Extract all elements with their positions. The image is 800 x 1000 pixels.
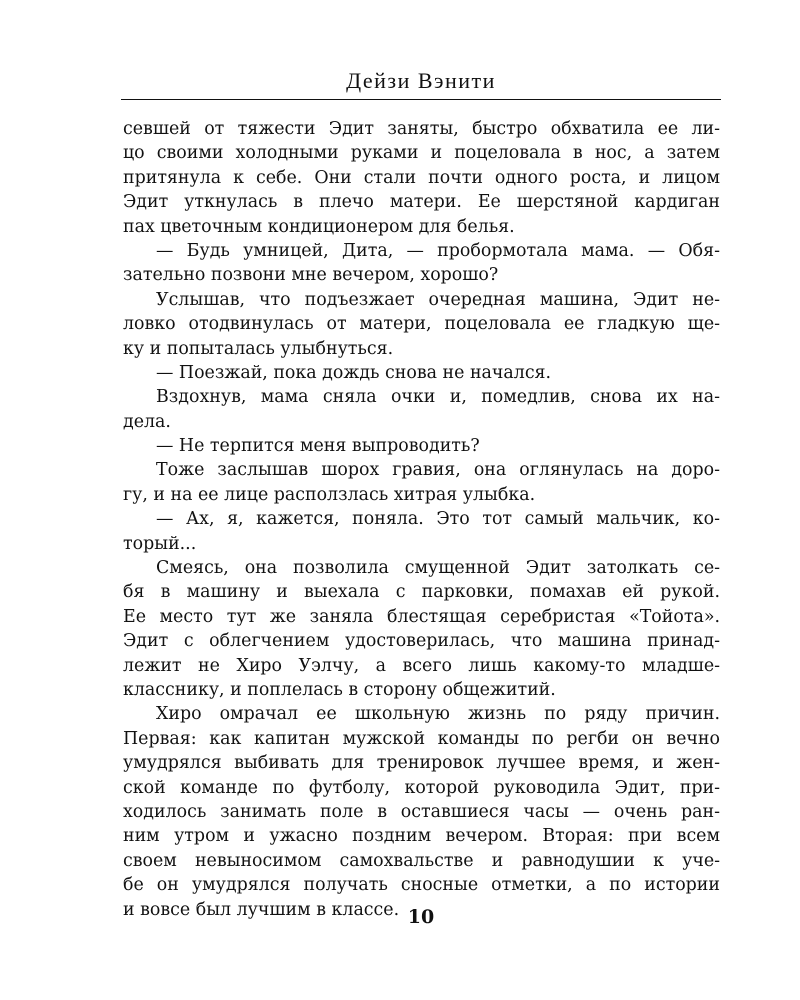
text-line: Первая: как капитан мужской команды по регби он вечно: [123, 728, 720, 749]
text-line: бе он умудрялся получать сносные отметки, а по истории: [123, 875, 720, 896]
text-line: Хиро омрачал ее школьную жизнь по ряду причин.: [156, 704, 720, 725]
text-line: — Поезжай, пока дождь снова не начался.: [156, 362, 552, 383]
text-line: своем невыносимом самохвальстве и равнодушии к уче-: [123, 850, 720, 871]
text-line: класснику, и поплелась в сторону общежитий.: [123, 679, 556, 700]
text-line: — Будь умницей, Дита, — пробормотала мама. — Обя-: [156, 240, 720, 261]
text-line: ходилось занимать поле в оставшиеся часы — очень ран-: [123, 801, 720, 822]
text-line: ку и попыталась улыбнуться.: [123, 338, 394, 359]
text-line: дела.: [123, 411, 171, 432]
header-rule: [121, 99, 721, 100]
running-head: Дейзи Вэнити: [346, 68, 496, 93]
text-line: и вовсе был лучшим в классе.: [123, 899, 400, 920]
text-line: зательно позвони мне вечером, хорошо?: [123, 265, 499, 286]
text-line: — Ах, я, кажется, поняла. Это тот самый мальчик, ко-: [156, 509, 720, 530]
text-line: ним утром и ужасно поздним вечером. Вторая: при всем: [123, 826, 720, 847]
text-line: севшей от тяжести Эдит заняты, быстро обхватила ее ли-: [123, 119, 720, 139]
text-line: лежит не Хиро Уэлчу, а всего лишь какому-то младше-: [123, 655, 720, 676]
text-line: Тоже заслышав шорох гравия, она оглянулась на доро-: [156, 460, 720, 481]
text-line: Смеясь, она позволила смущенной Эдит затолкать се-: [156, 558, 720, 579]
text-line: пах цветочным кондиционером для белья.: [123, 216, 515, 237]
page-number: 10: [407, 906, 435, 928]
text-line: Ее место тут же заняла блестящая серебристая «Тойота».: [123, 606, 720, 627]
body-text: [123, 117, 720, 922]
text-line: гу, и на ее лице расползлась хитрая улыбка.: [123, 484, 536, 505]
text-line: — Не терпится меня выпроводить?: [156, 436, 480, 457]
text-line: притянула к себе. Они стали почти одного роста, и лицом: [123, 167, 720, 188]
text-line: ской команде по футболу, которой руководила Эдит, при-: [123, 777, 720, 798]
text-line: цо своими холодными руками и поцеловала в нос, а затем: [123, 143, 720, 164]
text-line: торый...: [123, 533, 197, 554]
text-line: Вздохнув, мама сняла очки и, помедлив, снова их на-: [156, 387, 720, 408]
text-line: ловко отодвинулась от матери, поцеловала ее гладкую ще-: [123, 314, 720, 335]
text-line: Эдит уткнулась в плечо матери. Ее шерстяной кардиган: [123, 192, 720, 213]
text-line: Услышав, что подъезжает очередная машина, Эдит не-: [156, 289, 720, 310]
text-line: Эдит с облегчением удостоверилась, что машина принад-: [123, 631, 720, 652]
text-line: бя в машину и выехала с парковки, помахав ей рукой.: [123, 582, 720, 603]
text-line: умудрялся выбивать для тренировок лучшее время, и жен-: [123, 753, 720, 774]
